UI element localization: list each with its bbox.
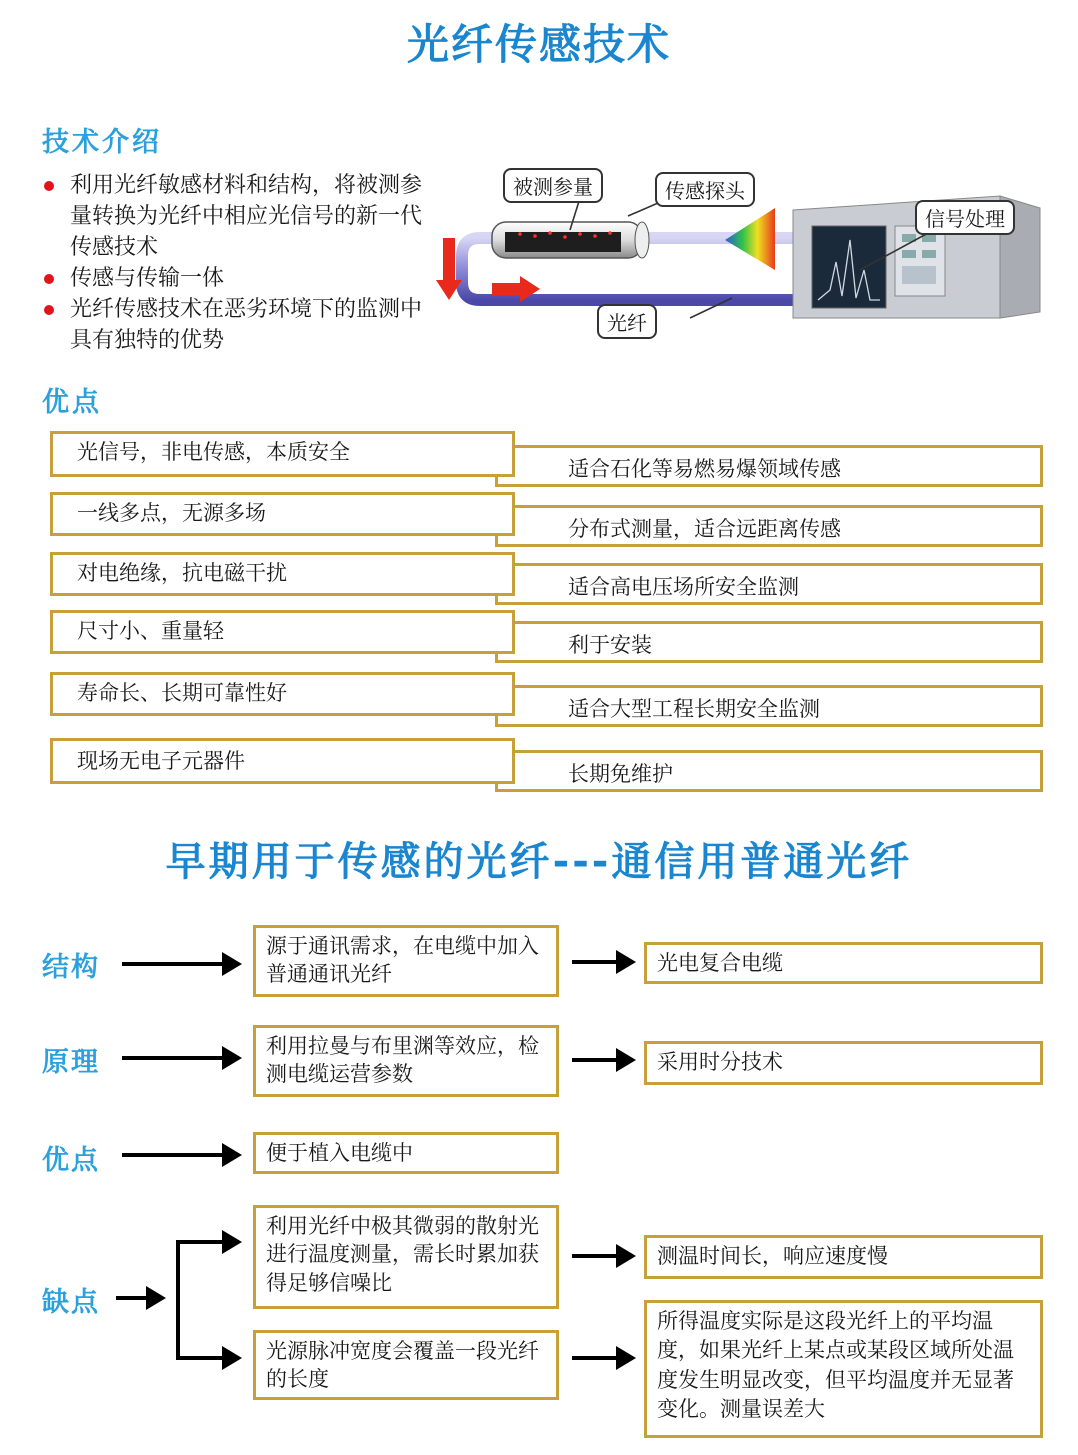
- advantage-left-3: 对电绝缘，抗电磁干扰: [50, 552, 515, 596]
- principle-label: 原理: [42, 1047, 100, 1078]
- intro-heading: 技术介绍: [42, 127, 162, 158]
- principle-right-box: 采用时分技术: [644, 1041, 1043, 1085]
- advantage-left-4: 尺寸小、重量轻: [50, 610, 515, 654]
- arrow-right-icon: [122, 1143, 242, 1167]
- callout-probe: 传感探头: [655, 172, 755, 207]
- arrow-right-icon: [572, 1244, 636, 1268]
- cons-label: 缺点: [42, 1287, 100, 1318]
- arrow-right-icon: [122, 952, 242, 976]
- bracket-arrow-icon: [176, 1230, 242, 1370]
- advantage-right-3: 适合高电压场所安全监测: [495, 563, 1043, 605]
- advantage-left-6: 现场无电子元器件: [50, 738, 515, 784]
- arrow-right-icon: [572, 950, 636, 974]
- principle-mid-box: 利用拉曼与布里渊等效应，检测电缆运营参数: [253, 1025, 559, 1097]
- cons-right-box-1: 测温时间长，响应速度慢: [644, 1235, 1043, 1279]
- advantage-right-4: 利于安装: [495, 621, 1043, 663]
- cons-mid-box-1: 利用光纤中极其微弱的散射光进行温度测量，需长时累加获得足够信噪比: [253, 1205, 559, 1309]
- advantage-right-2: 分布式测量，适合远距离传感: [495, 505, 1043, 547]
- arrow-right-icon: [572, 1346, 636, 1370]
- callout-fiber: 光纤: [597, 304, 657, 339]
- arrow-right-icon: [116, 1286, 166, 1310]
- advantage-right-1: 适合石化等易燃易爆领域传感: [495, 445, 1043, 487]
- cons-right-box-2: 所得温度实际是这段光纤上的平均温度，如果光纤上某点或某段区域所处温度发生明显改变，但平均温度并无显著变化。测量误差大: [644, 1300, 1043, 1438]
- structure-mid-box: 源于通讯需求，在电缆中加入普通通讯光纤: [253, 925, 559, 997]
- advantage-left-2: 一线多点，无源多场: [50, 492, 515, 536]
- advantage-right-6: 长期免维护: [495, 750, 1043, 792]
- arrow-right-icon: [572, 1048, 636, 1072]
- bullet-text: 传感与传输一体: [70, 266, 225, 291]
- page-title: 光纤传感技术: [406, 20, 671, 69]
- bullet-text: 光纤传感技术在恶劣环境下的监测中具有独特的优势: [70, 297, 423, 353]
- arrow-right-icon: [122, 1046, 242, 1070]
- section2-title: 早期用于传感的光纤---通信用普通光纤: [165, 839, 913, 885]
- advantage-left-5: 寿命长、长期可靠性好: [50, 672, 515, 716]
- callout-signal: 信号处理: [915, 200, 1015, 235]
- advantage-left-1: 光信号，非电传感，本质安全: [50, 431, 515, 477]
- bullet-text: 利用光纤敏感材料和结构，将被测参量转换为光纤中相应光信号的新一代传感技术: [70, 173, 423, 260]
- advantages-heading: 优点: [42, 387, 102, 418]
- pros-label: 优点: [42, 1145, 100, 1176]
- pros-mid-box: 便于植入电缆中: [253, 1132, 559, 1174]
- cons-mid-box-2: 光源脉冲宽度会覆盖一段光纤的长度: [253, 1330, 559, 1400]
- structure-right-box: 光电复合电缆: [644, 942, 1043, 984]
- callout-measured: 被测参量: [503, 168, 603, 203]
- structure-label: 结构: [42, 952, 100, 983]
- advantage-right-5: 适合大型工程长期安全监测: [495, 685, 1043, 727]
